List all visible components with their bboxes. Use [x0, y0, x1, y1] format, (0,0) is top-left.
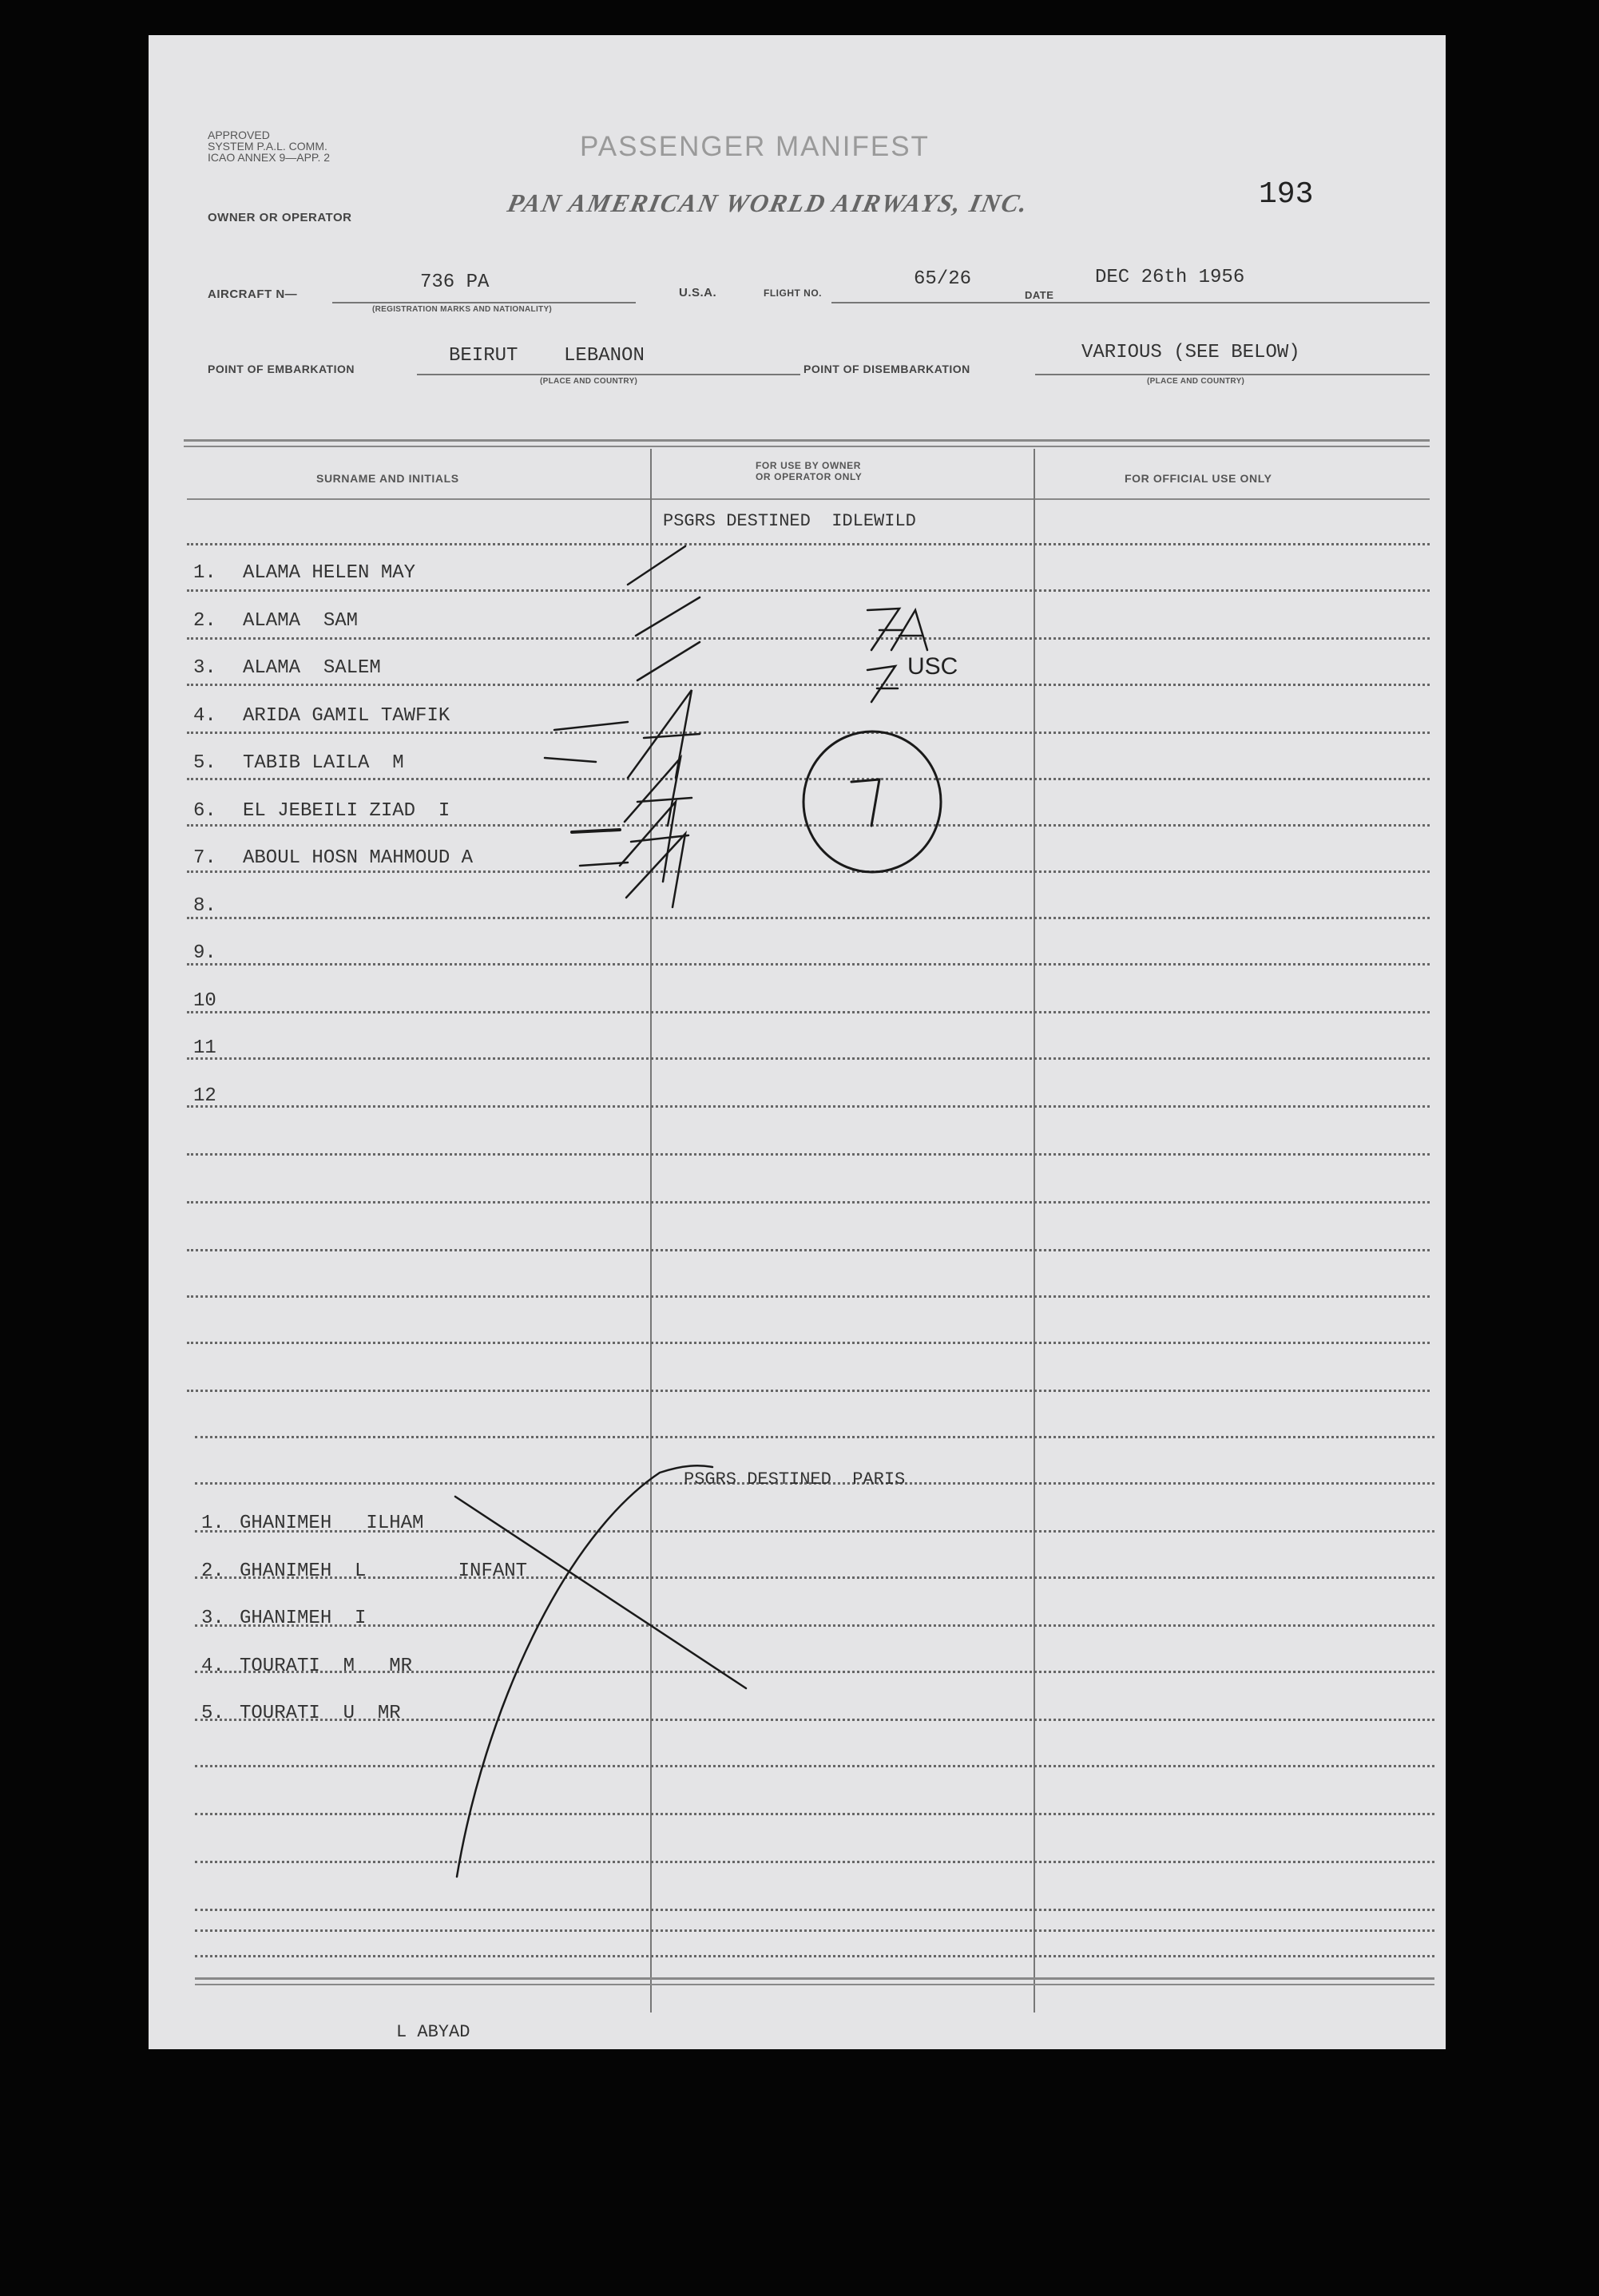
check-mark — [636, 597, 700, 636]
row-rule — [195, 1813, 1434, 1815]
row-rule — [195, 1909, 1434, 1911]
row-rule — [187, 1105, 1430, 1108]
row-rule — [195, 1955, 1434, 1957]
row-rule — [187, 917, 1430, 919]
circled-seven — [851, 779, 879, 826]
strike-mark — [455, 1497, 746, 1688]
row-number: 11 — [193, 1037, 216, 1059]
embarkation-label: POINT OF EMBARKATION — [208, 363, 355, 375]
prepared-by-value: L ABYAD — [396, 2022, 470, 2042]
col-header-owner-2: OR OPERATOR ONLY — [756, 471, 863, 482]
passenger-name: TOURATI U MR — [240, 1703, 401, 1724]
row-number: 12 — [193, 1085, 216, 1107]
row-rule — [187, 1153, 1430, 1156]
disembarkation-sublabel: (PLACE AND COUNTRY) — [1147, 377, 1245, 386]
dash-mark — [572, 830, 620, 832]
passenger-name: ALAMA HELEN MAY — [243, 562, 416, 584]
row-rule — [195, 1929, 1434, 1932]
row-rule — [195, 1765, 1434, 1767]
col-header-owner-1: FOR USE BY OWNER — [756, 460, 862, 471]
passenger-name: EL JEBEILI ZIAD I — [243, 799, 450, 822]
flight-date: DEC 26th 1956 — [1095, 267, 1245, 288]
page-number: 193 — [1259, 177, 1314, 212]
circle-mark — [803, 732, 941, 872]
row-number: 9. — [193, 942, 216, 964]
table-top-rule-2 — [184, 446, 1430, 447]
disembarkation-underline — [1035, 374, 1430, 375]
row-number: 10 — [193, 989, 216, 1012]
aircraft-sublabel: (REGISTRATION MARKS AND NATIONALITY) — [372, 305, 553, 314]
group2-destination: PSGRS DESTINED PARIS — [684, 1469, 906, 1489]
owner-label: OWNER OR OPERATOR — [208, 211, 352, 224]
handwritten-note-usc: USC — [907, 653, 958, 680]
row-number: 4. — [193, 704, 216, 727]
row-rule — [195, 1624, 1434, 1627]
row-rule — [187, 1295, 1430, 1298]
passenger-name: TOURATI M MR — [240, 1655, 413, 1677]
dash-mark — [554, 722, 628, 730]
flight-label: FLIGHT NO. — [764, 287, 822, 299]
manifest-sheet — [149, 35, 1446, 2049]
aircraft-label: AIRCRAFT N— — [208, 287, 298, 301]
passenger-name: TABIB LAILA M — [243, 752, 404, 774]
group1-destination: PSGRS DESTINED IDLEWILD — [663, 511, 916, 531]
row-rule — [187, 1342, 1430, 1344]
passenger-name: GHANIMEH I — [240, 1608, 367, 1629]
row-rule — [187, 589, 1430, 592]
handwriting-overlay — [149, 35, 1446, 2049]
initials-scribble — [628, 690, 700, 778]
usa-label: U.S.A. — [679, 286, 717, 299]
row-rule — [187, 684, 1430, 686]
row-number: 1. — [201, 1513, 224, 1534]
row-rule — [195, 1436, 1434, 1438]
row-rule — [195, 1861, 1434, 1863]
initials-scribble — [625, 758, 692, 826]
row-number: 3. — [201, 1608, 224, 1629]
row-rule — [187, 824, 1430, 827]
passenger-name: GHANIMEH ILHAM — [240, 1513, 424, 1534]
page-title: PASSENGER MANIFEST — [580, 131, 930, 162]
row-rule — [187, 1390, 1430, 1392]
approval-line-1: APPROVED — [208, 129, 270, 141]
passenger-name: GHANIMEH L INFANT — [240, 1560, 528, 1582]
aircraft-value: 736 PA — [420, 272, 490, 293]
row-number: 2. — [201, 1560, 224, 1582]
col-header-surname: SURNAME AND INITIALS — [316, 472, 459, 485]
passenger-name: ALAMA SALEM — [243, 657, 381, 679]
table-top-rule-1 — [184, 439, 1430, 442]
dash-mark — [545, 758, 596, 762]
passenger-name: ABOUL HOSN MAHMOUD A — [243, 847, 474, 869]
row-number: 5. — [201, 1703, 224, 1724]
date-label: DATE — [1025, 289, 1054, 301]
row-number: 7. — [193, 847, 216, 869]
dash-mark — [580, 862, 628, 866]
embarkation-underline — [417, 374, 800, 375]
flight-underline — [831, 302, 1079, 303]
approval-line-3: ICAO ANNEX 9—APP. 2 — [208, 151, 331, 164]
row-number: 6. — [193, 799, 216, 822]
embarkation-value: BEIRUT LEBANON — [449, 345, 645, 367]
header-bottom-rule — [187, 498, 1430, 500]
row-rule — [187, 1011, 1430, 1013]
row-rule — [187, 543, 1430, 545]
embarkation-sublabel: (PLACE AND COUNTRY) — [540, 377, 638, 386]
flight-number: 65/26 — [914, 268, 972, 290]
check-mark — [637, 642, 700, 680]
row-number: 1. — [193, 562, 216, 584]
passenger-name: ARIDA GAMIL TAWFIK — [243, 704, 450, 727]
aircraft-underline — [332, 302, 636, 303]
row-rule — [187, 1201, 1430, 1204]
row-rule — [187, 1057, 1430, 1060]
annotation-mark — [867, 609, 927, 650]
airline-name: PAN AMERICAN WORLD AIRWAYS, INC. — [505, 188, 1032, 217]
row-rule — [187, 778, 1430, 780]
row-number: 5. — [193, 752, 216, 774]
row-rule — [187, 870, 1430, 873]
initials-scribble — [620, 802, 688, 882]
row-rule — [187, 637, 1430, 640]
row-rule — [187, 732, 1430, 734]
row-rule — [187, 963, 1430, 966]
row-rule — [187, 1249, 1430, 1251]
approval-line-2: SYSTEM P.A.L. COMM. — [208, 140, 327, 153]
handwritten-note-ka: KA — [923, 630, 925, 631]
date-underline — [1067, 302, 1430, 303]
check-mark — [628, 546, 685, 585]
passenger-name: ALAMA SAM — [243, 609, 359, 632]
table-bottom-rule-1 — [195, 1977, 1434, 1980]
row-number: 2. — [193, 609, 216, 632]
disembarkation-label: POINT OF DISEMBARKATION — [803, 363, 970, 375]
table-bottom-rule-2 — [195, 1984, 1434, 1985]
row-number: 4. — [201, 1655, 224, 1677]
disembarkation-value: VARIOUS (SEE BELOW) — [1081, 342, 1300, 363]
row-number: 3. — [193, 657, 216, 679]
col-header-official: FOR OFFICIAL USE ONLY — [1125, 472, 1272, 485]
row-number: 8. — [193, 894, 216, 917]
